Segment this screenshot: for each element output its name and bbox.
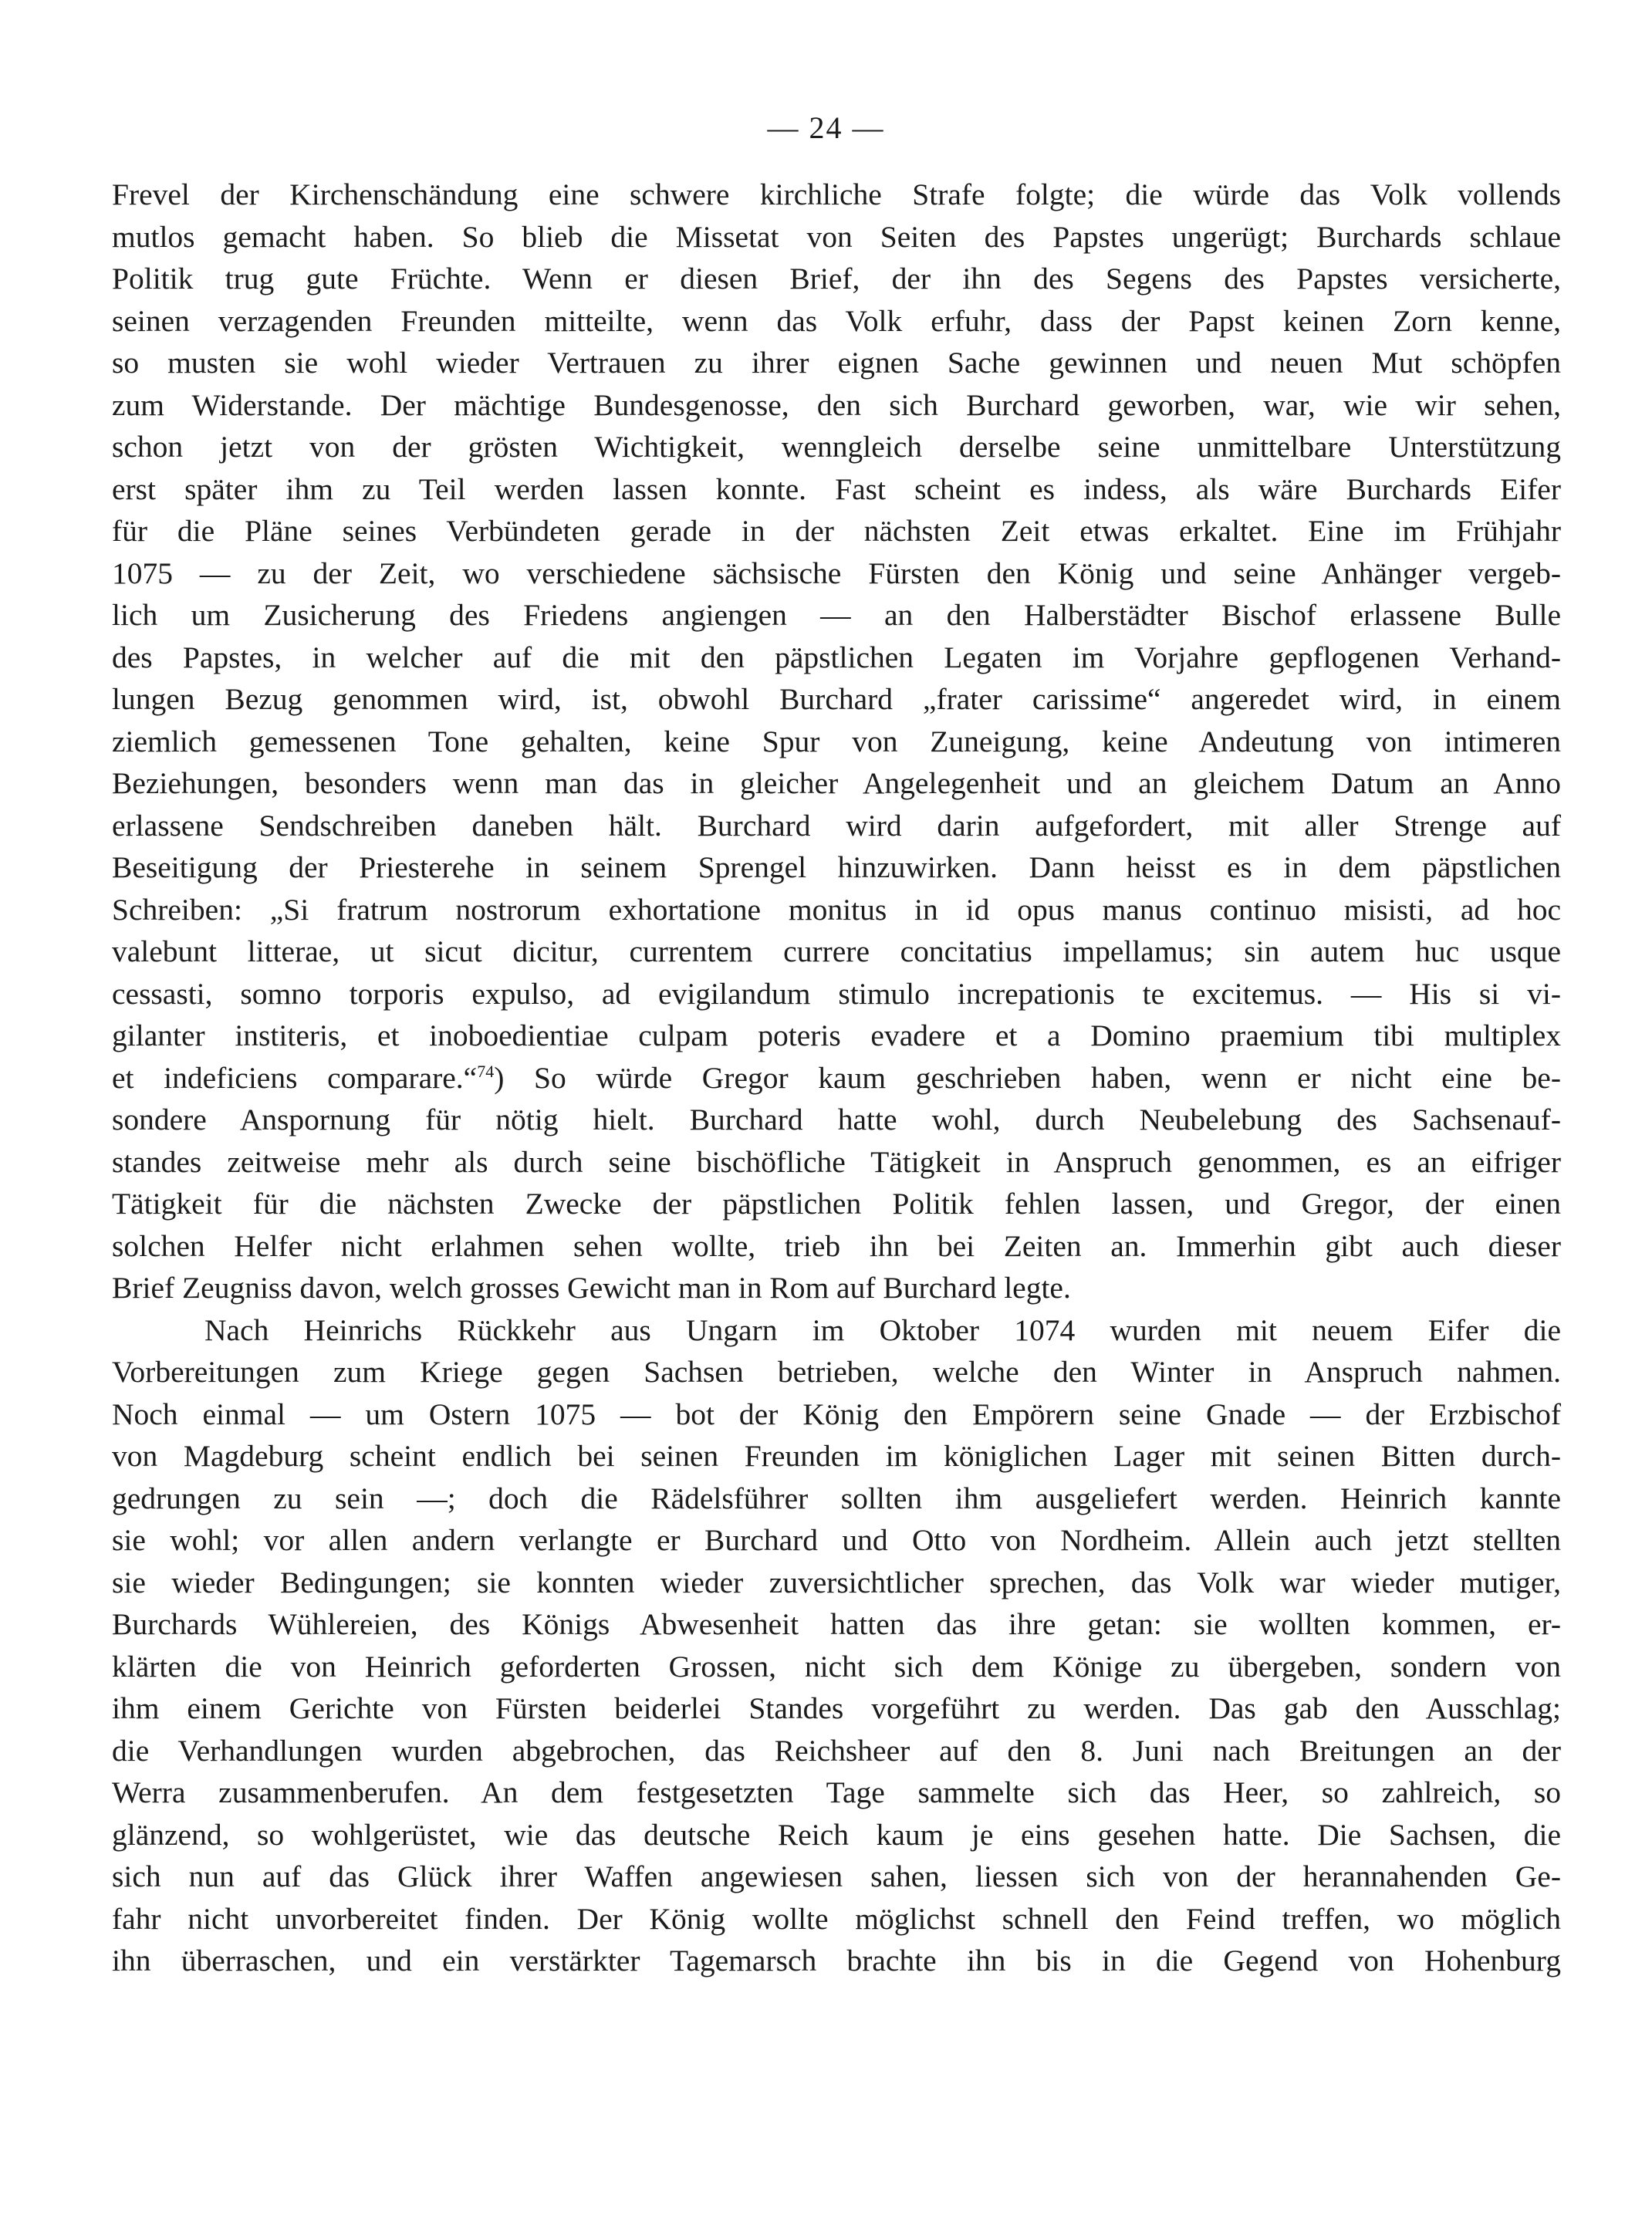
text-line: Frevel der Kirchenschändung eine schwere kirchliche Strafe folgte; die würde das Volk vollends — [112, 177, 1561, 211]
text-segment: ) So würde Gregor kaum geschrieben haben, wenn er nicht eine be- — [494, 1060, 1561, 1095]
text-line: erst später ihm zu Teil werden lassen konnte. Fast scheint es indess, als wäre Burchards Eifer — [112, 471, 1561, 506]
text-line: sich nun auf das Glück ihrer Waffen angewiesen sahen, liessen sich von der herannahenden Ge- — [112, 1859, 1561, 1893]
text-line: erlassene Sendschreiben daneben hält. Burchard wird darin aufgefordert, mit aller Strenge auf — [112, 808, 1561, 843]
text-line: klärten die von Heinrich geforderten Grossen, nicht sich dem Könige zu übergeben, sondern von — [112, 1649, 1561, 1684]
page-number: — 24 — — [767, 110, 885, 145]
text-line: Beziehungen, besonders wenn man das in gleicher Angelegenheit und an gleichem Datum an Anno — [112, 766, 1561, 800]
paragraph-1 — [112, 174, 1561, 1309]
text-line: für die Pläne seines Verbündeten gerade in der nächsten Zeit etwas erkaltet. Eine im Frühjahr — [112, 514, 1561, 548]
text-line: glänzend, so wohlgerüstet, wie das deutsche Reich kaum je eins gesehen hatte. Die Sachsen, die — [112, 1817, 1561, 1852]
text-line: gedrungen zu sein —; doch die Rädelsführer sollten ihm ausgeliefert werden. Heinrich kannte — [112, 1481, 1561, 1515]
text-line-with-footnote — [112, 1057, 1561, 1099]
text-line: sondere Anspornung für nötig hielt. Burchard hatte wohl, durch Neubelebung des Sachsenauf- — [112, 1103, 1561, 1137]
text-line: so musten sie wohl wieder Vertrauen zu ihrer eignen Sache gewinnen und neuen Mut schöpfen — [112, 346, 1561, 380]
text-line: cessasti, somno torporis expulso, ad evigilandum stimulo increpationis te excitemus. — His si vi- — [112, 976, 1561, 1011]
text-line: Schreiben: „Si fratrum nostrorum exhortatione monitus in id opus manus continuo misisti, ad hoc — [112, 892, 1561, 927]
text-segment: et indeficiens comparare.“ — [112, 1060, 478, 1095]
text-line: von Magdeburg scheint endlich bei seinen Freunden im königlichen Lager mit seinen Bitten durch- — [112, 1439, 1561, 1473]
text-line: Burchards Wühlereien, des Königs Abwesenheit hatten das ihre getan: sie wollten kommen, er- — [112, 1607, 1561, 1641]
text-line: fahr nicht unvorbereitet finden. Der König wollte möglichst schnell den Feind treffen, wo möglich — [112, 1901, 1561, 1936]
text-line: ihn überraschen, und ein verstärkter Tagemarsch brachte ihn bis in die Gegend von Hohenburg — [112, 1944, 1561, 1978]
footnote-reference[interactable]: 74 — [477, 1061, 495, 1081]
text-line: standes zeitweise mehr als durch seine bischöfliche Tätigkeit in Anspruch genommen, es an eifriger — [112, 1144, 1561, 1179]
text-line: valebunt litterae, ut sicut dicitur, currentem currere concitatius impellamus; sin autem huc usque — [112, 934, 1561, 968]
text-line: Brief Zeugniss davon, welch grosses Gewicht man in Rom auf Burchard legte. — [112, 1271, 1071, 1305]
text-line: sie wohl; vor allen andern verlangte er Burchard und Otto von Nordheim. Allein auch jetzt stellten — [112, 1523, 1561, 1557]
text-line: Beseitigung der Priesterehe in seinem Sprengel hinzuwirken. Dann heisst es in dem päpstlichen — [112, 850, 1561, 884]
text-line: schon jetzt von der grösten Wichtigkeit, wenngleich derselbe seine unmittelbare Unterstützung — [112, 430, 1561, 464]
text-line: seinen verzagenden Freunden mitteilte, wenn das Volk erfuhr, dass der Papst keinen Zorn kenne, — [112, 303, 1561, 338]
text-line: sie wieder Bedingungen; sie konnten wieder zuversichtlicher sprechen, das Volk war wieder mutiger, — [112, 1565, 1561, 1599]
text-line: Werra zusammenberufen. An dem festgesetzten Tage sammelte sich das Heer, so zahlreich, so — [112, 1775, 1561, 1809]
text-line: 1075 — zu der Zeit, wo verschiedene sächsische Fürsten den König und seine Anhänger vergeb- — [112, 556, 1561, 590]
text-line: mutlos gemacht haben. So blieb die Missetat von Seiten des Papstes ungerügt; Burchards schlaue — [112, 219, 1561, 254]
text-line: Tätigkeit für die nächsten Zwecke der päpstlichen Politik fehlen lassen, und Gregor, der einen — [112, 1187, 1561, 1221]
text-line: ziemlich gemessenen Tone gehalten, keine Spur von Zuneigung, keine Andeutung von intimeren — [112, 724, 1561, 758]
text-line: des Papstes, in welcher auf die mit den päpstlichen Legaten im Vorjahre gepflogenen Verhand- — [112, 640, 1561, 674]
paragraph-2 — [112, 1309, 1561, 1982]
body-text — [112, 174, 1561, 1982]
text-line: Nach Heinrichs Rückkehr aus Ungarn im Oktober 1074 wurden mit neuem Eifer die — [204, 1312, 1561, 1347]
text-line: lich um Zusicherung des Friedens angiengen — an den Halberstädter Bischof erlassene Bulle — [112, 598, 1561, 632]
text-line: zum Widerstande. Der mächtige Bundesgenosse, den sich Burchard geworben, war, wie wir sehen, — [112, 387, 1561, 422]
text-line: solchen Helfer nicht erlahmen sehen wollte, trieb ihn bei Zeiten an. Immerhin gibt auch dieser — [112, 1228, 1561, 1263]
text-line: Noch einmal — um Ostern 1075 — bot der König den Empörern seine Gnade — der Erzbischof — [112, 1397, 1561, 1431]
text-line: lungen Bezug genommen wird, ist, obwohl Burchard „frater carissime“ angeredet wird, in einem — [112, 682, 1561, 716]
text-line: die Verhandlungen wurden abgebrochen, das Reichsheer auf den 8. Juni nach Breitungen an der — [112, 1733, 1561, 1768]
text-line: gilanter institeris, et inoboedientiae culpam poteris evadere et a Domino praemium tibi multiplex — [112, 1018, 1561, 1052]
text-line: Politik trug gute Früchte. Wenn er diesen Brief, der ihn des Segens des Papstes versicherte, — [112, 262, 1561, 296]
text-line: ihm einem Gerichte von Fürsten beiderlei Standes vorgeführt zu werden. Das gab den Ausschlag; — [112, 1691, 1561, 1725]
text-line: Vorbereitungen zum Kriege gegen Sachsen betrieben, welche den Winter in Anspruch nahmen. — [112, 1355, 1561, 1389]
